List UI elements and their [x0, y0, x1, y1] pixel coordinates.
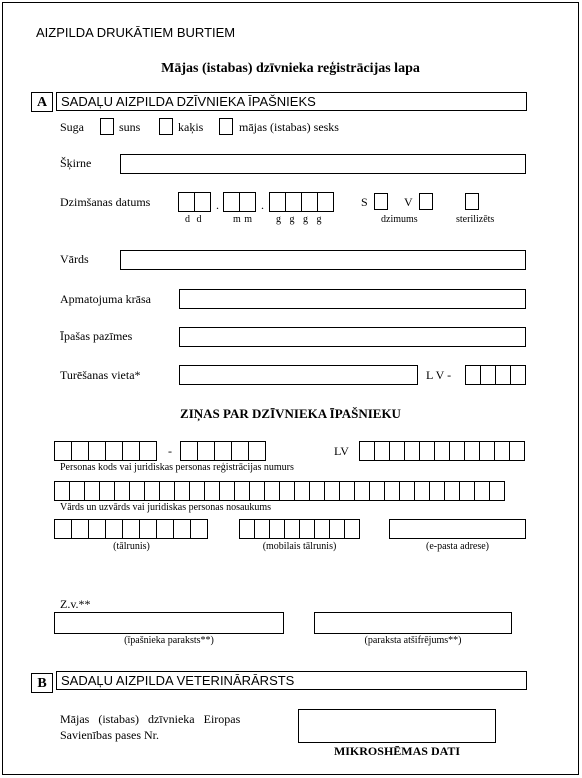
pet-name-label: Vārds	[60, 252, 89, 266]
lv-prefix: L V -	[426, 368, 452, 382]
microchip-data-heading: MIKROSHĒMAS DATI	[333, 744, 461, 758]
birth-year-boxes[interactable]	[269, 192, 334, 212]
personal-code-boxes-1[interactable]	[54, 441, 157, 461]
special-marks-label: Īpašas pazīmes	[60, 329, 133, 343]
breed-label: Šķirne	[60, 156, 92, 170]
section-b-header: SADAĻU AIZPILDA VETERINĀRĀRSTS	[56, 671, 527, 690]
birth-date-label: Dzimšanas datums	[60, 195, 151, 209]
keeping-location-field[interactable]	[179, 365, 418, 385]
stamp-label: Z.v.**	[60, 597, 91, 611]
owner-heading: ZIŅAS PAR DZĪVNIEKA ĪPAŠNIEKU	[180, 406, 401, 421]
species-ferret-label: mājas (istabas) sesks	[239, 120, 339, 134]
section-b-letter: B	[31, 673, 53, 693]
registration-form	[2, 2, 579, 775]
species-label: Suga	[60, 120, 84, 134]
month-hint: m m	[233, 214, 253, 225]
section-a-letter: A	[31, 92, 53, 112]
email-field[interactable]	[389, 519, 526, 539]
signature-caption: (īpašnieka paraksts**)	[124, 635, 214, 646]
phone-boxes[interactable]	[54, 519, 208, 539]
birth-day-boxes[interactable]	[178, 192, 211, 212]
passport-number-field[interactable]	[298, 709, 496, 743]
phone-caption: (tālrunis)	[113, 541, 150, 552]
owner-name-boxes[interactable]	[54, 481, 505, 501]
sterilized-checkbox[interactable]	[465, 193, 479, 210]
section-a-header: SADAĻU AIZPILDA DZĪVNIEKA ĪPAŠNIEKS	[56, 92, 527, 111]
registration-number-boxes[interactable]	[359, 441, 525, 461]
personal-code-dash: -	[168, 444, 172, 458]
owner-name-caption: Vārds un uzvārds vai juridiskas personas nosaukums	[60, 502, 272, 513]
decode-caption: (paraksta atšifrējums**)	[364, 635, 462, 646]
species-cat-label: kaķis	[178, 120, 204, 134]
species-ferret-checkbox[interactable]	[219, 118, 233, 135]
sex-caption: dzimums	[381, 214, 418, 225]
personal-code-boxes-2[interactable]	[180, 441, 266, 461]
personal-code-caption: Personas kods vai juridiskas personas reģistrācijas numurs	[60, 462, 294, 473]
keeping-location-label: Turēšanas vieta*	[60, 368, 141, 382]
email-caption: (e-pasta adrese)	[425, 541, 489, 552]
sex-s-label: S	[361, 195, 368, 209]
species-dog-checkbox[interactable]	[100, 118, 114, 135]
fill-instruction: AIZPILDA DRUKĀTIEM BURTIEM	[36, 25, 236, 40]
sex-v-checkbox[interactable]	[419, 193, 433, 210]
year-hint: g g g g	[276, 214, 322, 225]
date-separator-2: .	[261, 198, 264, 212]
special-marks-field[interactable]	[179, 327, 526, 347]
mobile-phone-boxes[interactable]	[239, 519, 360, 539]
pet-name-field[interactable]	[120, 250, 526, 270]
species-dog-label: suns	[119, 120, 141, 134]
day-hint: d d	[185, 214, 202, 225]
sex-v-label: V	[404, 195, 413, 209]
sex-s-checkbox[interactable]	[374, 193, 388, 210]
species-cat-checkbox[interactable]	[159, 118, 173, 135]
coat-color-field[interactable]	[179, 289, 526, 309]
birth-month-boxes[interactable]	[223, 192, 256, 212]
sterilized-caption: sterilizēts	[456, 214, 495, 225]
date-separator-1: .	[216, 198, 219, 212]
breed-field[interactable]	[120, 154, 526, 174]
passport-label-line2: Savienības pases Nr.	[60, 728, 159, 742]
lv-label: LV	[334, 444, 349, 458]
location-code-boxes[interactable]	[465, 365, 526, 385]
signature-decode-field[interactable]	[314, 612, 512, 634]
owner-signature-field[interactable]	[54, 612, 284, 634]
form-title: Mājas (istabas) dzīvnieka reģistrācijas lapa	[161, 61, 420, 76]
passport-label-line1: Mājas (istabas) dzīvnieka Eiropas	[60, 712, 241, 726]
mobile-caption: (mobilais tālrunis)	[262, 541, 337, 552]
coat-color-label: Apmatojuma krāsa	[60, 292, 151, 306]
